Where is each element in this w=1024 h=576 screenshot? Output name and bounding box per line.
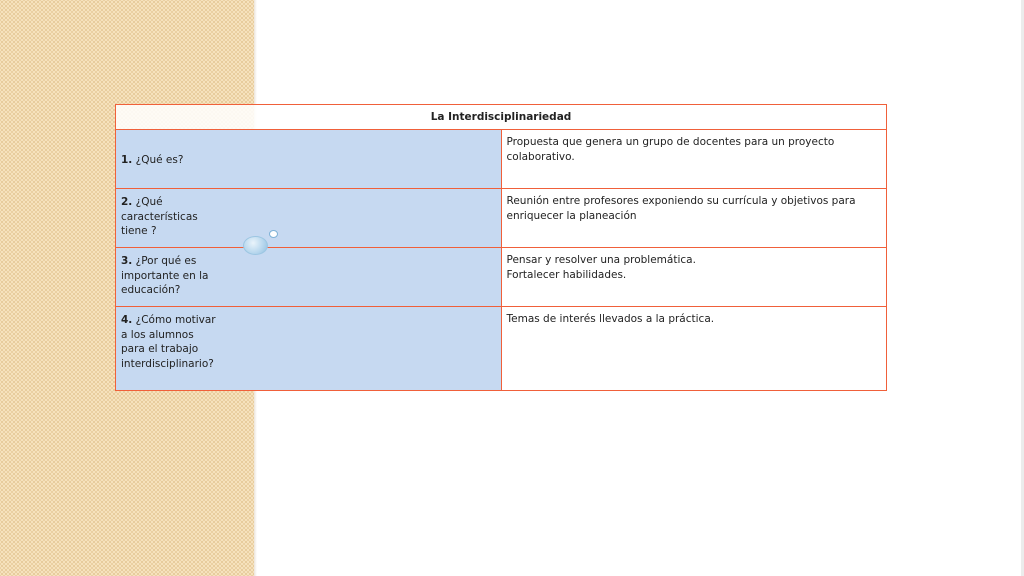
question-cell [116,189,502,248]
small-bubble-icon [269,230,278,238]
question-cell [116,130,502,189]
table-row [116,307,887,391]
question-number: 3. [121,255,133,267]
question-cell [116,307,502,391]
question-text: ¿Cómo motivar a los alumnos para el trabajo interdisciplinario? [121,314,216,370]
answer-cell [501,248,887,307]
question-cell [116,248,502,307]
table-row [116,248,887,307]
answer-text: Reunión entre profesores exponiendo su currícula y objetivos para enriquecer la planeación [506,195,856,222]
table-row [116,130,887,189]
question-text: ¿Por qué es importante en la educación? [121,255,209,296]
answer-cell [501,130,887,189]
question-number: 2. [121,196,133,208]
bubble-icon [243,236,268,255]
answer-text: Propuesta que genera un grupo de docentes para un proyecto colaborativo. [506,136,835,163]
answer-text: Fortalecer habilidades. [506,269,627,281]
interdisciplinarity-table [115,104,887,391]
answer-cell [501,307,887,391]
answer-text: Pensar y resolver una problemática. [506,254,696,266]
table-title: La Interdisciplinariedad [116,105,887,130]
question-number: 1. [121,153,133,166]
table-row [116,189,887,248]
question-text: ¿Qué características tiene ? [121,196,198,237]
question-text: ¿Qué es? [135,153,184,166]
question-number: 4. [121,314,133,326]
answer-cell [501,189,887,248]
answer-text: Temas de interés llevados a la práctica. [506,313,715,325]
